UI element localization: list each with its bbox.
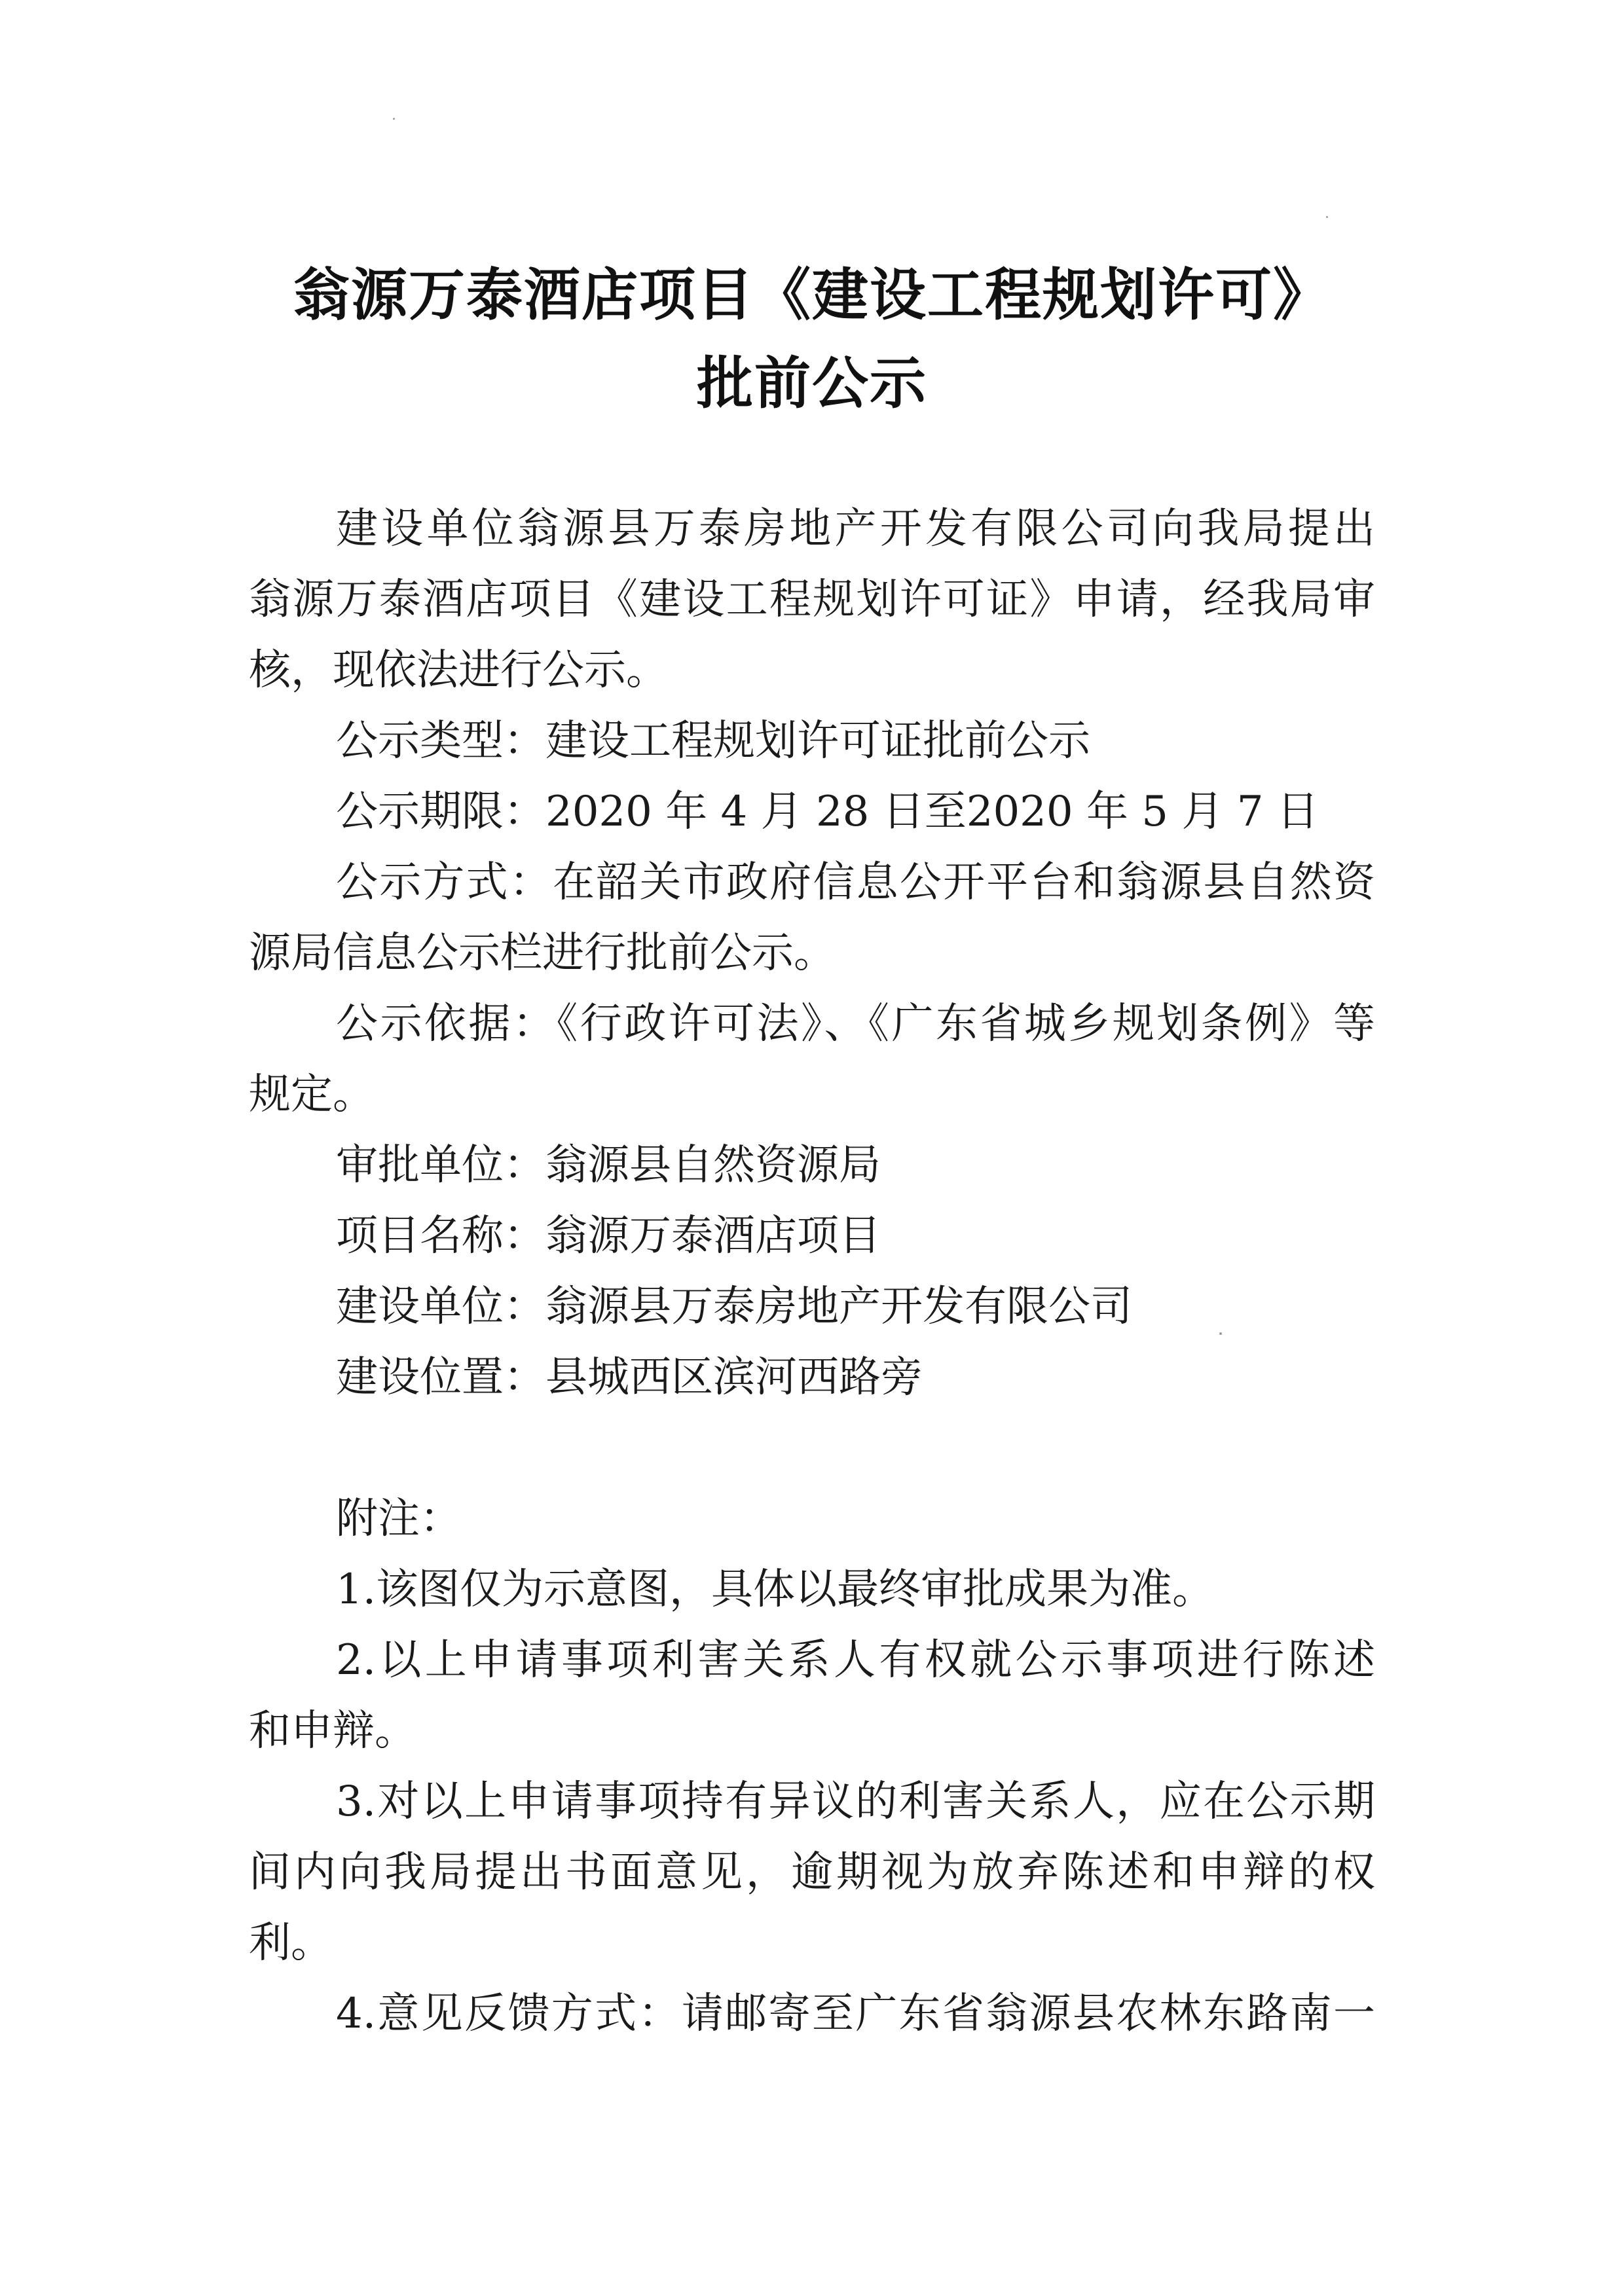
intro-line: 翁源万泰酒店项目《建设工程规划许可证》申请，经我局审 bbox=[249, 575, 1375, 624]
note-3: 3.对以上申请事项持有异议的利害关系人，应在公示期 bbox=[336, 1777, 1375, 1826]
note-3-continued: 利。 bbox=[249, 1919, 333, 1967]
field-project: 项目名称：翁源万泰酒店项目 bbox=[336, 1212, 881, 1260]
field-location: 建设位置：县城西区滨河西路旁 bbox=[336, 1353, 923, 1402]
document-title-line-1: 翁源万泰酒店项目《建设工程规划许可》 bbox=[293, 263, 1331, 328]
note-4: 4.意见反馈方式：请邮寄至广东省翁源县农林东路南一 bbox=[336, 1990, 1375, 2038]
intro-line: 建设单位翁源县万泰房地产开发有限公司向我局提出 bbox=[336, 505, 1375, 553]
scan-speck bbox=[1326, 216, 1328, 218]
field-period: 公示期限：2020 年 4 月 28 日至2020 年 5 月 7 日 bbox=[336, 788, 1319, 836]
note-1: 1.该图仅为示意图，具体以最终审批成果为准。 bbox=[336, 1565, 1215, 1614]
scan-speck bbox=[393, 118, 395, 120]
note-3-continued: 间内向我局提出书面意见，逾期视为放弃陈述和申辩的权 bbox=[249, 1848, 1375, 1897]
field-method-continued: 源局信息公示栏进行批前公示。 bbox=[249, 929, 836, 977]
document-title-line-2: 批前公示 bbox=[697, 351, 927, 416]
field-builder: 建设单位：翁源县万泰房地产开发有限公司 bbox=[336, 1283, 1132, 1331]
field-basis-continued: 规定。 bbox=[249, 1070, 375, 1119]
field-method: 公示方式：在韶关市政府信息公开平台和翁源县自然资 bbox=[336, 858, 1375, 907]
intro-line: 核，现依法进行公示。 bbox=[249, 646, 668, 695]
field-type: 公示类型：建设工程规划许可证批前公示 bbox=[336, 717, 1090, 765]
scan-speck bbox=[1219, 1332, 1222, 1335]
notes-heading: 附注： bbox=[336, 1495, 462, 1543]
field-approver: 审批单位：翁源县自然资源局 bbox=[336, 1141, 881, 1190]
note-2-continued: 和申辩。 bbox=[249, 1707, 416, 1755]
note-2: 2.以上申请事项利害关系人有权就公示事项进行陈述 bbox=[336, 1636, 1375, 1685]
field-basis: 公示依据：《行政许可法》、《广东省城乡规划条例》等 bbox=[336, 1000, 1375, 1048]
